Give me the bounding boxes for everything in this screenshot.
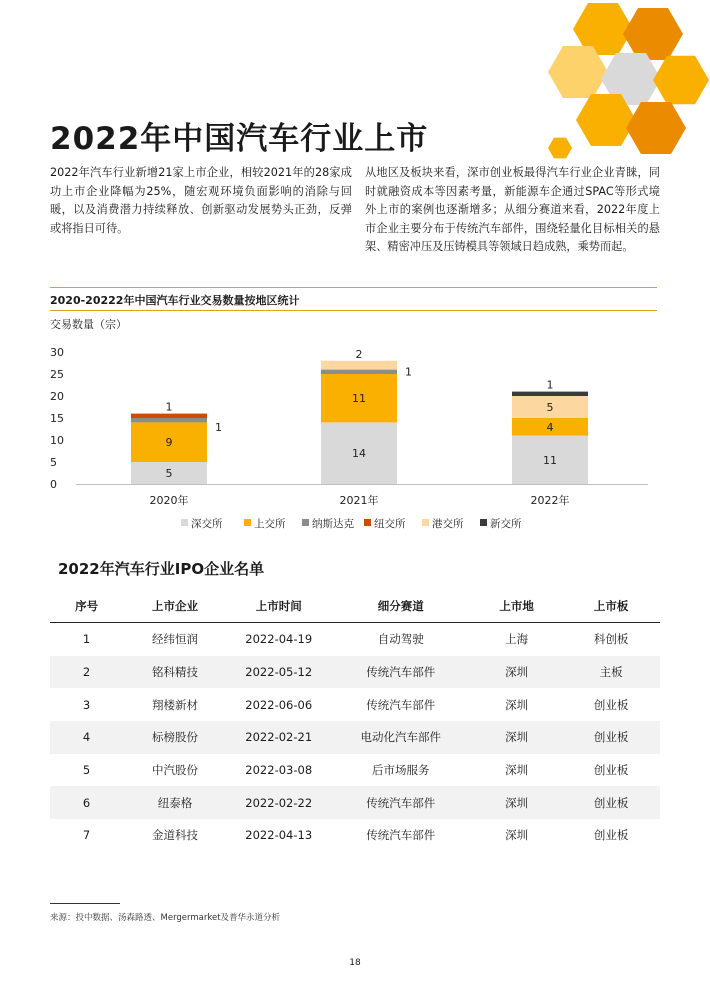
bar-segment bbox=[321, 361, 397, 370]
table-row bbox=[50, 819, 660, 852]
legend-swatch bbox=[480, 519, 487, 526]
cell-index: 7 bbox=[82, 828, 91, 843]
data-label: 11 bbox=[543, 453, 557, 467]
chart-title: 2020-20222年中国汽车行业交易数量按地区统计 bbox=[50, 294, 300, 307]
table-row bbox=[50, 786, 660, 819]
legend-swatch bbox=[181, 519, 188, 526]
data-label: 5 bbox=[546, 401, 554, 414]
cell-location: 深圳 bbox=[471, 786, 563, 819]
legend-item-label: 港交所 bbox=[432, 518, 464, 530]
cell-date: 2022-04-19 bbox=[245, 632, 313, 647]
x-tick-label: 2021年 bbox=[339, 494, 379, 507]
source-note: 来源：投中数据、汤森路透、Mergermarket及普华永道分析 bbox=[50, 913, 281, 923]
cell-board: 创业板 bbox=[593, 828, 629, 843]
cell-date: 2022-05-12 bbox=[227, 656, 331, 689]
cell-location: 上海 bbox=[505, 632, 529, 647]
data-label: 1 bbox=[405, 365, 412, 379]
cell-company: 金道科技 bbox=[152, 828, 199, 843]
legend-swatch bbox=[364, 519, 371, 526]
y-tick-label: 10 bbox=[50, 434, 64, 447]
table-row bbox=[50, 656, 660, 689]
data-label: 1 bbox=[215, 421, 222, 434]
header-date: 上市时间 bbox=[227, 590, 331, 623]
cell-index: 1 bbox=[82, 632, 91, 647]
data-label: 1 bbox=[165, 400, 173, 414]
legend-swatch bbox=[422, 519, 429, 526]
cell-date: 2022-03-08 bbox=[245, 763, 313, 778]
cell-board: 科创板 bbox=[593, 632, 629, 647]
data-label: 9 bbox=[165, 436, 173, 450]
legend-item-label: 深交所 bbox=[191, 518, 223, 530]
data-label: 5 bbox=[165, 467, 173, 480]
chart-top-rule bbox=[50, 287, 657, 288]
header-company: 上市企业 bbox=[123, 590, 227, 623]
y-tick-label: 25 bbox=[50, 368, 64, 381]
cell-segment: 自动驾驶 bbox=[377, 632, 424, 647]
cell-segment: 传统汽车部件 bbox=[366, 828, 436, 843]
table-row bbox=[50, 623, 660, 656]
cell-location: 深圳 bbox=[471, 721, 563, 754]
footnote-divider bbox=[50, 903, 120, 904]
cell-company: 翔楼新材 bbox=[152, 697, 199, 712]
table-header-row bbox=[50, 590, 660, 623]
cell-company: 铭科精技 bbox=[123, 656, 227, 689]
page-title: 2022年中国汽车行业上市 bbox=[50, 121, 429, 157]
cell-board: 创业板 bbox=[593, 697, 629, 712]
y-tick-label: 15 bbox=[50, 412, 64, 425]
page-number: 18 bbox=[349, 958, 361, 968]
legend-item-label: 纽交所 bbox=[374, 518, 406, 530]
cell-company: 纽泰格 bbox=[123, 786, 227, 819]
table-row bbox=[50, 754, 660, 787]
hexagon-shape bbox=[623, 8, 683, 60]
cell-board: 创业板 bbox=[562, 786, 660, 819]
hexagon-shape bbox=[548, 138, 572, 159]
cell-segment: 后市场服务 bbox=[371, 763, 430, 778]
cell-board: 创业板 bbox=[593, 763, 629, 778]
cell-company: 经纬恒润 bbox=[152, 632, 199, 647]
hexagon-shape bbox=[653, 56, 709, 104]
cell-index: 5 bbox=[82, 763, 91, 778]
ipo-table bbox=[50, 590, 660, 852]
legend-item-label: 新交所 bbox=[490, 518, 522, 530]
intro-paragraph-right: 从地区及板块来看，深市创业板最得汽车行业企业青睐，同时就融资成本等因素考量，新能源车企通过SPAC等形式境外上市的案例也逐渐增多；从细分赛道来看，2022年度上市企业主要分布于传统汽车部件，围绕轻量化目标相关的悬架、精密冲压及压铸模具等领域日趋成熟，乘势而起。 bbox=[365, 166, 660, 254]
y-tick-label: 5 bbox=[50, 456, 57, 469]
legend-swatch bbox=[244, 519, 251, 526]
hexagon-shape bbox=[626, 102, 686, 154]
cell-index: 4 bbox=[50, 721, 123, 754]
y-tick-label: 0 bbox=[50, 478, 57, 491]
x-tick-label: 2020年 bbox=[149, 494, 189, 507]
cell-date: 2022-02-21 bbox=[227, 721, 331, 754]
header-board: 上市板 bbox=[562, 590, 660, 623]
cell-location: 深圳 bbox=[471, 656, 563, 689]
y-axis-label: 交易数量（宗） bbox=[50, 318, 127, 331]
table-row bbox=[50, 721, 660, 754]
stacked-bar-chart bbox=[40, 312, 670, 537]
cell-location: 深圳 bbox=[505, 828, 529, 843]
bar-segment bbox=[131, 414, 207, 418]
cell-segment: 传统汽车部件 bbox=[331, 656, 471, 689]
cell-company: 中汽股份 bbox=[152, 763, 199, 778]
data-label: 1 bbox=[546, 378, 554, 392]
data-label: 4 bbox=[546, 420, 554, 434]
cell-board: 创业板 bbox=[562, 721, 660, 754]
cell-board: 主板 bbox=[562, 656, 660, 689]
header-index: 序号 bbox=[50, 590, 123, 623]
data-label: 14 bbox=[352, 447, 366, 461]
cell-date: 2022-04-13 bbox=[245, 828, 313, 843]
y-tick-label: 20 bbox=[50, 390, 64, 403]
x-tick-label: 2022年 bbox=[530, 494, 570, 507]
cell-index: 6 bbox=[50, 786, 123, 819]
cell-location: 深圳 bbox=[505, 763, 529, 778]
bar-segment bbox=[131, 418, 207, 422]
cell-date: 2022-06-06 bbox=[245, 697, 313, 712]
data-label: 11 bbox=[352, 392, 366, 406]
cell-index: 2 bbox=[50, 656, 123, 689]
chart-title-rule bbox=[50, 310, 657, 311]
legend-item-label: 纳斯达克 bbox=[312, 518, 354, 530]
bar-segment bbox=[512, 392, 588, 396]
cell-company: 标榜股份 bbox=[123, 721, 227, 754]
cell-segment: 电动化汽车部件 bbox=[331, 721, 471, 754]
table-row bbox=[50, 688, 660, 721]
cell-location: 深圳 bbox=[505, 697, 529, 712]
legend-item-label: 上交所 bbox=[254, 518, 286, 530]
cell-segment: 传统汽车部件 bbox=[331, 786, 471, 819]
legend-swatch bbox=[302, 519, 309, 526]
table-title: 2022年汽车行业IPO企业名单 bbox=[58, 560, 265, 578]
cell-index: 3 bbox=[82, 697, 91, 712]
bar-segment bbox=[321, 370, 397, 374]
cell-date: 2022-02-22 bbox=[227, 786, 331, 819]
data-label: 2 bbox=[355, 347, 363, 361]
header-segment: 细分赛道 bbox=[331, 590, 471, 623]
header-location: 上市地 bbox=[471, 590, 563, 623]
intro-paragraph-left: 2022年汽车行业新增21家上市企业，相较2021年的28家成功上市企业降幅为25%，随宏观环境负面影响的消除与回暖，以及消费潜力持续释放、创新驱动发展势头正劲，反弹或将指日可待。 bbox=[50, 166, 352, 235]
y-tick-label: 30 bbox=[50, 346, 64, 359]
cell-segment: 传统汽车部件 bbox=[366, 697, 436, 712]
